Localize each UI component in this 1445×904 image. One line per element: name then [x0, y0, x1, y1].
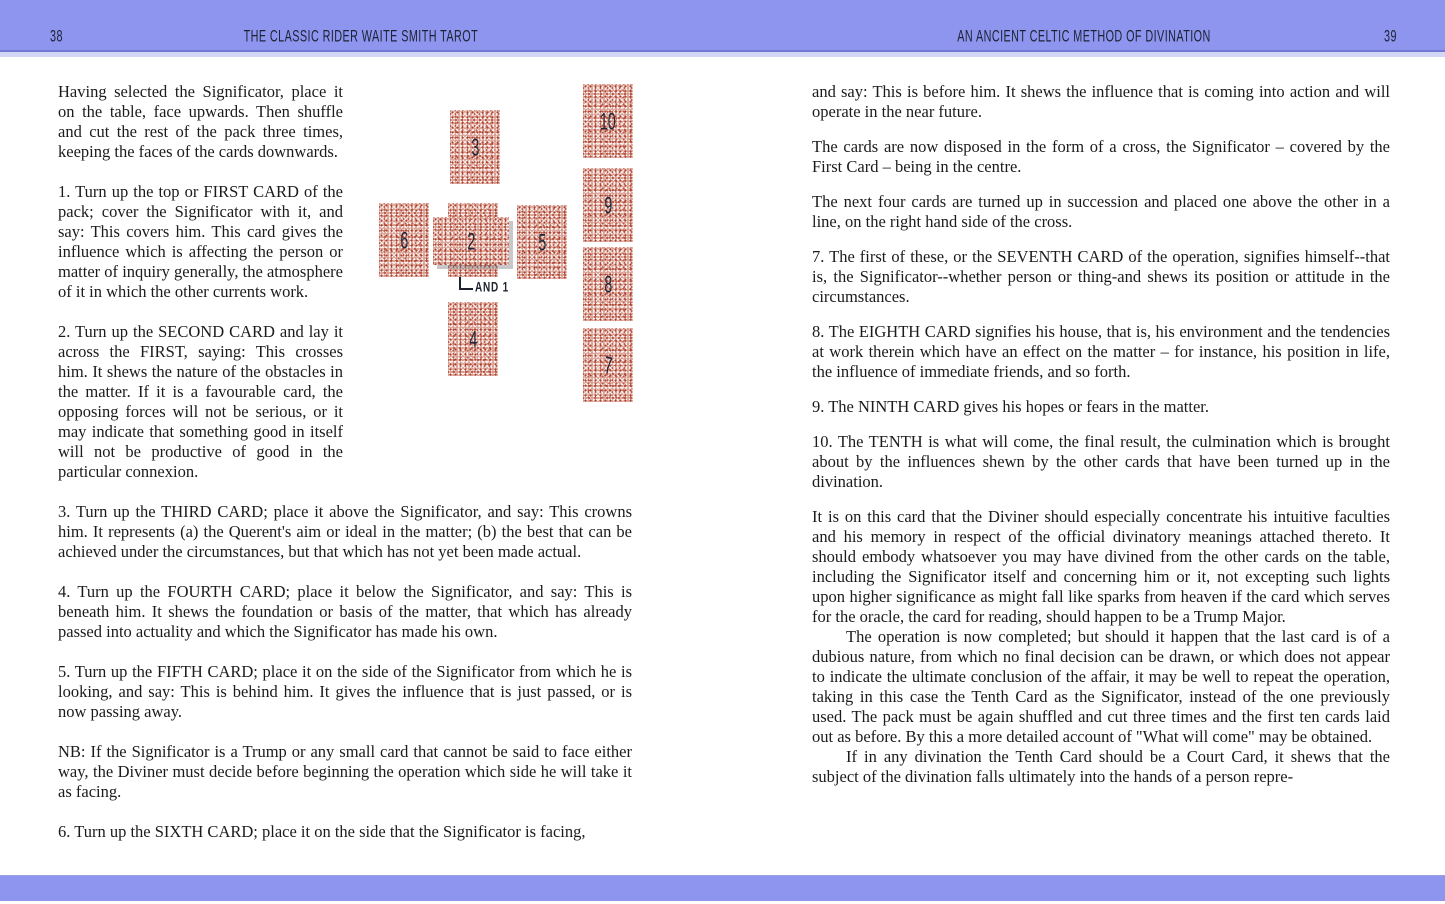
tarot-card-8: 8	[583, 247, 633, 321]
paragraph: The cards are now disposed in the form of a cross, the Significator – covered by the First Card – being in the centre.	[812, 137, 1390, 176]
paragraph: 3. Turn up the THIRD CARD; place it above the Significator, and say: This crowns him. It represents (a) the Querent's aim or ideal in the matter; (b) the best that can be achieved under the circumstances, but that which has not yet been made actual.	[58, 502, 632, 561]
and-1-label: AND 1	[475, 279, 510, 295]
paragraph: Having selected the Significator, place it on the table, face upwards. Then shuffle and cut the rest of the pack three times, keeping the faces of the cards downwards.	[58, 82, 343, 161]
celtic-cross-diagram	[354, 82, 632, 442]
tarot-card-3: 3	[450, 110, 500, 184]
tarot-card-10: 10	[583, 84, 633, 158]
paragraph: If in any divination the Tenth Card should be a Court Card, it shews that the subject of the divination falls ultimately into the hands of a person repre-	[812, 747, 1390, 786]
paragraph: and say: This is before him. It shews the influence that is coming into action and will operate in the near future.	[812, 82, 1390, 121]
paragraph: 6. Turn up the SIXTH CARD; place it on the side that the Significator is facing,	[58, 822, 586, 841]
tarot-card-4: 4	[448, 302, 498, 376]
tarot-card-5: 5	[517, 205, 567, 279]
tarot-card-7: 7	[583, 328, 633, 402]
bottom-banner	[0, 875, 1445, 901]
paragraph: The operation is now completed; but should it happen that the last card is of a dubious nature, from which no final decision can be drawn, or which does not appear to indicate the ultimate conclusion of the affair, it may be well to repeat the operation, taking in this case the Tenth Card as the Significator, instead of the one previously used. The pack must be again shuffled and cut three times and the first ten cards laid out as before. By this a more detailed account of "What will come" may be obtained.	[812, 627, 1390, 746]
paragraph: 1. Turn up the top or FIRST CARD of the pack; cover the Significator with it, and say: This covers him. This card gives the influence which is affecting the person or matter of inquiry generally, the atmosphere of it in which the other currents work.	[58, 182, 343, 301]
paragraph: 4. Turn up the FOURTH CARD; place it below the Significator, and say: This is beneath him. It shews the foundation or basis of the matter, that which has already passed into actuality and which the Significator has made his own.	[58, 582, 632, 641]
paragraph: The next four cards are turned up in succession and placed one above the other in a line, on the right hand side of the cross.	[812, 192, 1390, 231]
tarot-card-9: 9	[583, 168, 633, 242]
right-page-text-column	[812, 82, 1390, 787]
paragraph: 8. The EIGHTH CARD signifies his house, that is, his environment and the tendencies at work therein which have an effect on the matter – for instance, his position in life, the influence of immediate friends, and so forth.	[812, 322, 1390, 381]
paragraph: NB: If the Significator is a Trump or any small card that cannot be said to face either way, the Diviner must decide before beginning the operation which side he will take it as facing.	[58, 742, 632, 801]
paragraph: It is on this card that the Diviner should especially concentrate his intuitive faculties and his memory in respect of the official divinatory meanings attached thereto. It should embody whatsoever you may have divined from the other cards on the table, including the Significator itself and concerning him or it, not excepting such lights upon higher significance as might fall like sparks from heaven if the card which serves for the oracle, the card for reading, should happen to be a Trump Major.	[812, 507, 1390, 626]
paragraph: 9. The NINTH CARD gives his hopes or fears in the matter.	[812, 397, 1209, 416]
tarot-card-2: 2	[433, 217, 509, 265]
left-page-text-column	[58, 82, 632, 842]
paragraph: 10. The TENTH is what will come, the final result, the culmination which is brought about by the influences shewn by the other cards that have been turned up in the divination.	[812, 432, 1390, 491]
tarot-card-6: 6	[379, 203, 429, 277]
page-number-right: 39	[1384, 26, 1397, 47]
paragraph: 7. The first of these, or the SEVENTH CARD of the operation, signifies himself--that is, the Significator--whether person or thing-and shews its position or attitude in the circumstances.	[812, 247, 1390, 306]
paragraph: 2. Turn up the SECOND CARD and lay it across the FIRST, saying: This crosses him. It shews the nature of the obstacles in the matter. If it is a favourable card, the opposing forces will not be serious, or it may indicate that something good in itself will not be productive of good in the particular connexion.	[58, 322, 343, 481]
running-title-right: AN ANCIENT CELTIC METHOD OF DIVINATION	[957, 26, 1211, 47]
paragraph: 5. Turn up the FIFTH CARD; place it on the side of the Significator from which he is looking, and say: This is behind him. It gives the influence that is just passed, or is now passing away.	[58, 662, 632, 721]
page-number-left: 38	[50, 26, 63, 47]
running-title-left: THE CLASSIC RIDER WAITE SMITH TAROT	[243, 26, 479, 47]
